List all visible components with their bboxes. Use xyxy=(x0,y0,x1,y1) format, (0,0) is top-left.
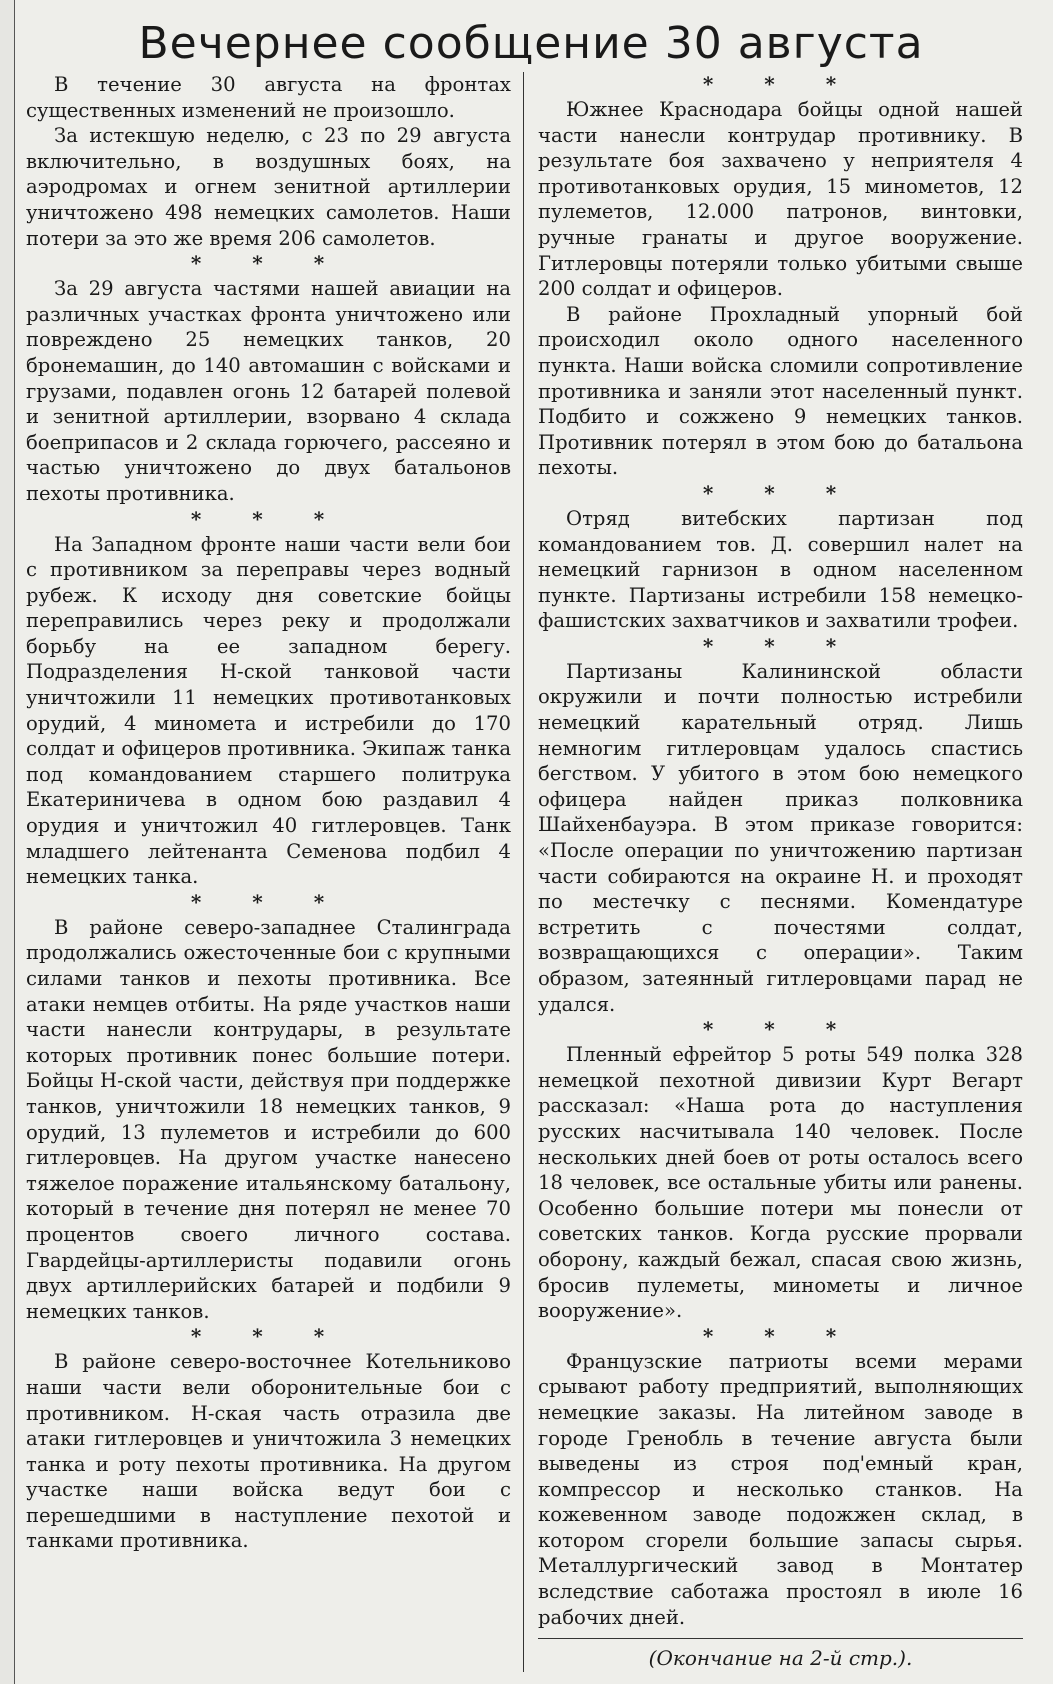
paragraph: В течение 30 августа на фронтах существенных изменений не произошло. xyxy=(26,73,511,122)
section-divider: * * * xyxy=(190,251,347,276)
paragraph: Французские патриоты всеми мерами срывают работу предприятий, выполняющих немецкие заказы. На литейном заводе в городе Гренобль в течение августа были выведены из строя под'емный кран, компрессор и несколько станков. На кожевенном заводе подожжен склад, в котором сгорели большие запасы сырья. Металлургический завод в Монтатер вследствие саботажа простоял в июле 16 рабочих дней. xyxy=(538,1349,1023,1629)
footer-rule xyxy=(538,1638,1023,1639)
page-margin-strip xyxy=(0,0,15,1684)
left-column xyxy=(26,72,523,1672)
section-divider: * * * xyxy=(702,633,859,658)
paragraph: Партизаны Калининской области окружили и почти полностью истребили немецкий карательный отряд. Лишь немногим гитлеровцам удалось спастись бегством. У убитого в этом бою немецкого офицера найден приказ полковника Шайхенбауэра. В этом приказе говорится: «После операции по уничтожению партизан части собираются на окраине Н. и проходят по местечку с песнями. Комендатуре встретить с почестями солдат, возвращающихся с операции». Таким образом, затеянный гитлеровцами парад не удался. xyxy=(538,659,1023,1016)
newspaper-page xyxy=(26,8,1036,1676)
paragraph: За истекшую неделю, с 23 по 29 августа включительно, в воздушных боях, на аэродромах и огнем зенитной артиллерии уничтожено 498 немецких самолетов. Наши потери за это же время 206 самолетов. xyxy=(26,124,511,250)
columns xyxy=(26,72,1036,1672)
paragraph: За 29 августа частями нашей авиации на различных участках фронта уничтожено или повреждено 25 немецких танков, 20 бронемашин, до 140 автомашин с войсками и грузами, подавлен огонь 12 батарей полевой и зенитной артиллерии, взорвано 4 склада боеприпасов и 2 склада горючего, рассеяно и частью уничтожено до двух батальонов пехоты противника. xyxy=(26,277,511,505)
section-divider: * * * xyxy=(702,1323,859,1348)
headline: Вечернее сообщение 30 августа xyxy=(138,18,924,69)
right-column xyxy=(523,72,1023,1672)
paragraph: На Западном фронте наши части вели бои с противником за переправы через водный рубеж. К исходу дня советские бойцы переправились через реку и продолжали борьбу на ее западном берегу. Подразделения Н-ской танковой части уничтожили 11 немецких противотанковых орудий, 4 миномета и истребили до 170 солдат и офицеров противника. Экипаж танка под командованием старшего политрука Екатериничева в одном бою раздавил 4 орудия и уничтожил 40 гитлеровцев. Танк младшего лейтенанта Семенова подбил 4 немецких танка. xyxy=(26,532,511,889)
section-divider: * * * xyxy=(702,1017,859,1042)
section-divider: * * * xyxy=(190,506,347,531)
paragraph: В районе Прохладный упорный бой происходил около одного населенного пункта. Наши войска сломили сопротивление противника и заняли этот населенный пункт. Подбито и сожжено 9 немецких танков. Противник потерял в этом бою до батальона пехоты. xyxy=(538,302,1023,480)
continuation-note: (Окончание на 2-й стр.). xyxy=(648,1646,913,1671)
section-divider: * * * xyxy=(702,72,859,96)
section-divider: * * * xyxy=(190,1324,347,1349)
section-divider: * * * xyxy=(702,480,859,505)
paragraph: В районе северо-восточнее Котельниково наши части вели оборонительные бои с противником. Н-ская часть отразила две атаки гитлеровцев и уничтожила 3 немецких танка и роту пехоты противника. На другом участке наши войска ведут бои с перешедшими в наступление пехотой и танками противника. xyxy=(26,1350,511,1553)
paragraph: Отряд витебских партизан под командованием тов. Д. совершил налет на немецкий гарнизон в одном населенном пункте. Партизаны истребили 158 немецко-фашистских захватчиков и захватили трофеи. xyxy=(538,506,1023,633)
section-divider: * * * xyxy=(190,889,347,914)
paragraph: В районе северо-западнее Сталинграда продолжались ожесточенные бои с крупными силами танков и пехоты противника. Все атаки немцев отбиты. На ряде участков наши части нанесли контрудары, в результате которых противник понес большие потери. Бойцы Н-ской части, действуя при поддержке танков, уничтожили 18 немецких танков, 9 орудий, 13 пулеметов и истребили до 600 гитлеровцев. На другом участке нанесено тяжелое поражение итальянскому батальону, который в течение дня потерял не менее 70 процентов своего личного состава. Гвардейцы-артиллеристы подавили огонь двух артиллерийских батарей и подбили 9 немецких танков. xyxy=(26,915,511,1323)
paragraph: Южнее Краснодара бойцы одной нашей части нанесли контрудар противнику. В результате боя захвачено у неприятеля 4 противотанковых орудия, 15 минометов, 12 пулеметов, 12.000 патронов, винтовки, ручные гранаты и другое вооружение. Гитлеровцы потеряли только убитыми свыше 200 солдат и офицеров. xyxy=(538,98,1023,301)
paragraph: Пленный ефрейтор 5 роты 549 полка 328 немецкой пехотной дивизии Курт Вегарт рассказал: «Наша рота до наступления русских насчитывала 140 человек. После нескольких дней боев от роты осталось всего 18 человек, все остальные убиты или ранены. Особенно большие потери мы понесли от советских танков. Когда русские прорвали оборону, каждый бежал, спасая свою жизнь, бросив пулеметы, минометы и личное вооружение». xyxy=(538,1043,1023,1323)
